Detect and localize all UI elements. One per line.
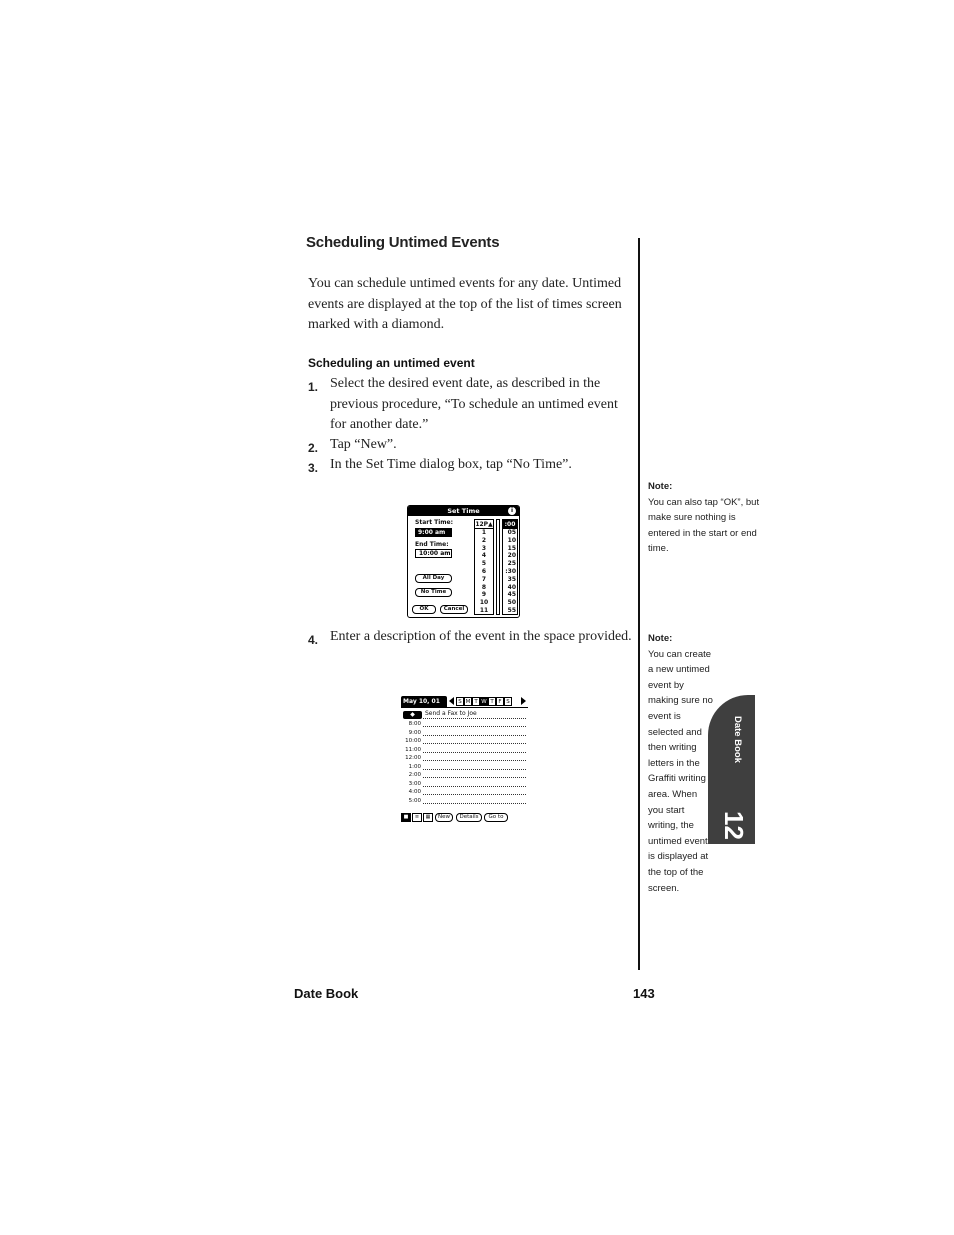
time-line[interactable] (423, 726, 526, 727)
hour-item[interactable]: 11 (479, 606, 489, 614)
ok-button[interactable]: OK (412, 605, 436, 614)
hour-item[interactable]: 8 (481, 583, 487, 591)
note-label: Note: (648, 633, 673, 644)
step-number: 3. (308, 461, 319, 475)
previous-week-icon[interactable] (449, 697, 454, 705)
minute-list[interactable] (502, 519, 518, 615)
note-label: Note: (648, 481, 673, 492)
day-button[interactable]: S (504, 697, 512, 706)
side-note-1 (648, 479, 759, 557)
note-line: selected and (648, 726, 702, 738)
minute-item[interactable]: 45 (507, 591, 516, 599)
day-button[interactable]: M (465, 699, 471, 705)
step-3 (308, 455, 634, 476)
minute-item[interactable]: 35 (507, 575, 516, 583)
note-line: time. (648, 543, 669, 555)
side-note-2 (648, 631, 713, 896)
note-line: you start (648, 804, 685, 816)
step-number: 1. (308, 380, 319, 394)
page-number: 143 (633, 986, 655, 1001)
intro-paragraph: You can schedule untimed events for any date. Untimed events are displayed at the top of the list of times screen marked with a diamond. (308, 276, 622, 332)
note-line: entered in the start or end (648, 527, 757, 539)
time-row[interactable] (401, 771, 528, 779)
untimed-event-text[interactable]: Send a Fax to Joe (425, 710, 477, 717)
note-line: You can create (648, 648, 712, 660)
note-line: screen. (648, 882, 680, 894)
chapter-tab-number: 12 (719, 811, 749, 840)
month-view-icon[interactable]: ▦ (423, 813, 433, 822)
hour-item[interactable]: 5 (481, 560, 487, 568)
minute-item[interactable]: 20 (507, 552, 516, 560)
note-line: area. When (648, 788, 698, 800)
time-label: 9:00 (408, 729, 421, 736)
time-label: 5:00 (408, 797, 421, 804)
info-icon[interactable]: i (508, 507, 516, 515)
time-label: 3:00 (408, 780, 421, 787)
time-line[interactable] (423, 743, 526, 744)
minute-selected[interactable]: :00 (504, 521, 516, 528)
note-line: writing, the (648, 820, 694, 832)
time-row[interactable] (401, 754, 528, 762)
footer-chapter: Date Book (294, 986, 359, 1001)
up-arrow-icon: ▲ (488, 521, 493, 528)
no-time-button[interactable]: No Time (415, 588, 452, 597)
day-view-icon[interactable]: ■ (401, 813, 411, 822)
dialog-title: Set Time (447, 507, 480, 515)
time-line[interactable] (423, 803, 526, 804)
time-label: 12:00 (405, 755, 421, 761)
time-row[interactable] (401, 737, 528, 745)
note-line: then writing (648, 742, 697, 754)
step-number: 4. (308, 633, 319, 647)
day-button[interactable]: S (456, 697, 464, 706)
untimed-event-line[interactable] (423, 710, 526, 719)
note-line: a new untimed (648, 664, 710, 676)
minute-item[interactable]: 40 (507, 583, 516, 591)
section-heading: Scheduling Untimed Events (306, 234, 500, 251)
day-button[interactable]: T (472, 697, 480, 706)
hour-item[interactable]: 4 (481, 552, 487, 560)
step-text: Tap “New”. (330, 437, 397, 452)
hour-item[interactable]: 1 (481, 529, 487, 536)
time-line[interactable] (423, 735, 526, 736)
hour-item[interactable]: 2 (481, 536, 487, 544)
minute-item[interactable]: 55 (507, 606, 516, 614)
time-label: 11:00 (405, 746, 421, 753)
time-line[interactable] (423, 769, 526, 770)
step-text: Select the desired event date, as described in the previous procedure, “To schedule an untimed event for another date.” (330, 376, 618, 432)
end-time-field[interactable]: 10:00 am (415, 549, 452, 558)
day-view-screen (401, 696, 528, 824)
note-line: the top of the (648, 866, 704, 878)
new-button[interactable]: New (435, 813, 453, 822)
note-line: is displayed at (648, 851, 709, 863)
minute-item[interactable]: 25 (507, 560, 516, 568)
diamond-icon: ◆ (403, 711, 422, 719)
start-time-label: Start Time: (415, 519, 454, 526)
minute-item[interactable]: 15 (507, 544, 516, 552)
time-label: 2:00 (408, 772, 421, 778)
minute-item[interactable]: 10 (507, 536, 516, 544)
note-line: making sure no (648, 695, 713, 707)
time-row[interactable] (401, 797, 528, 805)
hour-item[interactable]: 9 (481, 591, 487, 599)
time-line[interactable] (423, 786, 526, 787)
hour-scrollbar[interactable] (496, 519, 500, 615)
step-number: 2. (308, 441, 319, 455)
day-button[interactable]: T (488, 697, 496, 706)
time-row[interactable] (401, 746, 528, 754)
next-week-icon[interactable] (521, 697, 526, 705)
procedure-heading: Scheduling an untimed event (308, 356, 475, 370)
time-line[interactable] (423, 760, 526, 761)
day-view-date[interactable]: May 10, 01 (401, 696, 447, 707)
time-row[interactable] (401, 763, 528, 771)
cancel-button[interactable]: Cancel (440, 605, 468, 614)
note-line: event is (648, 710, 681, 722)
details-button[interactable]: Details (456, 813, 482, 822)
time-row[interactable] (401, 780, 528, 788)
day-view-header (401, 696, 528, 708)
hour-item[interactable]: 10 (479, 599, 489, 607)
set-time-dialog (407, 505, 520, 618)
note-line: make sure nothing is (648, 512, 736, 524)
time-line[interactable] (423, 752, 526, 753)
step-2 (308, 435, 634, 456)
day-button[interactable]: F (496, 697, 504, 706)
margin-rule (638, 238, 640, 970)
hour-item[interactable]: 7 (481, 575, 487, 583)
hour-item[interactable]: 6 (481, 567, 487, 575)
week-view-icon[interactable]: ≡ (412, 813, 422, 822)
time-row[interactable] (401, 720, 528, 728)
note-line: letters in the (648, 757, 700, 769)
time-line[interactable] (423, 794, 526, 795)
day-view-toolbar (401, 812, 528, 822)
step-text: In the Set Time dialog box, tap “No Time”. (330, 457, 572, 472)
step-text: Enter a description of the event in the space provided. (330, 629, 632, 644)
note-line: Graffiti writing (648, 773, 706, 785)
minute-item[interactable]: 05 (507, 529, 516, 536)
start-time-field[interactable]: 9:00 am (415, 528, 452, 537)
week-day-selector (456, 697, 512, 706)
day-button-current[interactable]: W (481, 699, 487, 705)
hour-list[interactable] (474, 519, 494, 615)
note-line: You can also tap “OK”, but (648, 496, 760, 508)
go-to-button[interactable]: Go to (484, 813, 508, 822)
note-line: event by (648, 679, 684, 691)
note-line: untimed event (648, 835, 708, 847)
step-1 (308, 374, 634, 436)
time-line[interactable] (423, 777, 526, 778)
hour-selected[interactable]: 12P▲ (475, 521, 493, 528)
all-day-button[interactable]: All Day (415, 574, 452, 583)
time-label: 8:00 (408, 721, 421, 727)
time-row[interactable] (401, 729, 528, 737)
dialog-title-bar (408, 506, 519, 516)
step-4 (308, 627, 634, 648)
time-label: 10:00 (405, 738, 421, 744)
chapter-tab-label: Date Book (732, 716, 743, 763)
minute-item[interactable]: :30 (505, 567, 516, 575)
minute-item[interactable]: 50 (507, 599, 516, 607)
hour-item[interactable]: 3 (481, 544, 487, 552)
end-time-label: End Time: (415, 541, 449, 548)
time-label: 1:00 (408, 763, 421, 770)
time-label: 4:00 (408, 789, 421, 795)
time-row[interactable] (401, 788, 528, 796)
